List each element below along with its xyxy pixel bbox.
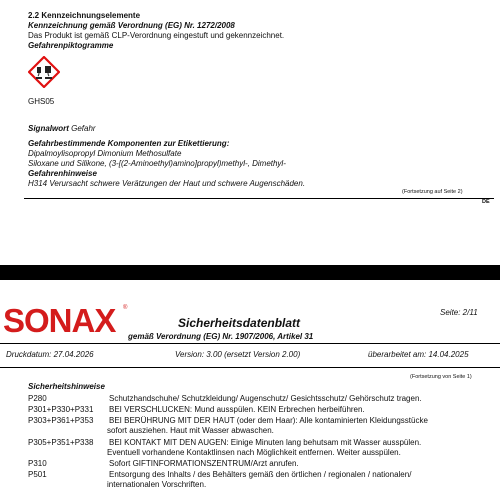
footer-code: DE xyxy=(482,199,490,205)
registered-mark: ® xyxy=(123,305,128,311)
regulation-text: Das Produkt ist gemäß CLP-Verordnung eingestuft und gekennzeichnet. xyxy=(28,31,285,40)
document-subtitle: gemäß Verordnung (EG) Nr. 1907/2006, Artikel 31 xyxy=(128,332,314,341)
pictogram-code: GHS05 xyxy=(28,97,55,106)
header-divider xyxy=(0,367,500,368)
statement-text: Schutzhandschuhe/ Schutzkleidung/ Augenschutz/ Gesichtsschutz/ Gehörschutz tragen. xyxy=(109,394,422,403)
signal-word-value: Gefahr xyxy=(71,124,96,133)
statement-text: Entsorgung des Inhalts / des Behälters gemäß den örtlichen / regionalen / nationalen/ xyxy=(109,470,412,479)
revised-date: überarbeitet am: 14.04.2025 xyxy=(368,350,469,359)
statement-code: P280 xyxy=(28,394,47,403)
continuation-note: (Fortsetzung auf Seite 2) xyxy=(402,189,463,195)
hazard-heading: Gefahrenhinweise xyxy=(28,169,97,178)
document-title: Sicherheitsdatenblatt xyxy=(178,316,301,330)
statement-text-cont: internationalen Vorschriften. xyxy=(107,480,207,489)
page-number: Seite: 2/11 xyxy=(440,308,478,317)
statement-code: P501 xyxy=(28,470,47,479)
statement-code: P305+P351+P338 xyxy=(28,438,94,447)
statement-text: BEI VERSCHLUCKEN: Mund ausspülen. KEIN Erbrechen herbeiführen. xyxy=(109,405,365,414)
divider xyxy=(24,198,494,199)
version-info: Version: 3.00 (ersetzt Version 2.00) xyxy=(175,350,301,359)
hazard-statement: H314 Verursacht schwere Verätzungen der Haut und schwere Augenschäden. xyxy=(28,179,306,188)
print-date: Druckdatum: 27.04.2026 xyxy=(6,350,94,359)
statement-code: P301+P330+P331 xyxy=(28,405,94,414)
continued-note: (Fortsetzung von Seite 1) xyxy=(410,374,472,380)
regulation-heading: Kennzeichnung gemäß Verordnung (EG) Nr. 1272/2008 xyxy=(28,21,235,30)
statement-code: P310 xyxy=(28,459,47,468)
signal-word xyxy=(28,124,96,134)
statement-text-cont: sofort ausziehen. Haut mit Wasser abwaschen. xyxy=(107,426,274,435)
section-heading: 2.2 Kennzeichnungselemente xyxy=(28,11,141,20)
component-item: Dipalmoylisopropyl Dimonium Methosulfate xyxy=(28,149,182,158)
sonax-logo: SONAX xyxy=(3,302,116,339)
component-item: Siloxane und Silikone, (3-[(2-Aminoethyl)amino]propyl)methyl-, Dimethyl- xyxy=(28,159,286,168)
header-divider xyxy=(0,343,500,344)
safety-heading: Sicherheitshinweise xyxy=(28,382,105,391)
pictograms-heading: Gefahrenpiktogramme xyxy=(28,41,114,50)
statement-text-cont: Eventuell vorhandene Kontaktlinsen nach Möglichkeit entfernen. Weiter ausspülen. xyxy=(107,448,401,457)
components-heading: Gefahrbestimmende Komponenten zur Etikettierung: xyxy=(28,139,230,148)
statement-text: BEI KONTAKT MIT DEN AUGEN: Einige Minuten lang behutsam mit Wasser ausspülen. xyxy=(109,438,422,447)
statement-text: BEI BERÜHRUNG MIT DER HAUT (oder dem Haar): Alle kontaminierten Kleidungsstücke xyxy=(109,416,428,425)
corrosion-icon xyxy=(28,56,60,88)
page-separator xyxy=(0,265,500,280)
statement-code: P303+P361+P353 xyxy=(28,416,94,425)
signal-word-label: Signalwort xyxy=(28,124,69,133)
statement-text: Sofort GIFTINFORMATIONSZENTRUM/Arzt anrufen. xyxy=(109,459,299,468)
